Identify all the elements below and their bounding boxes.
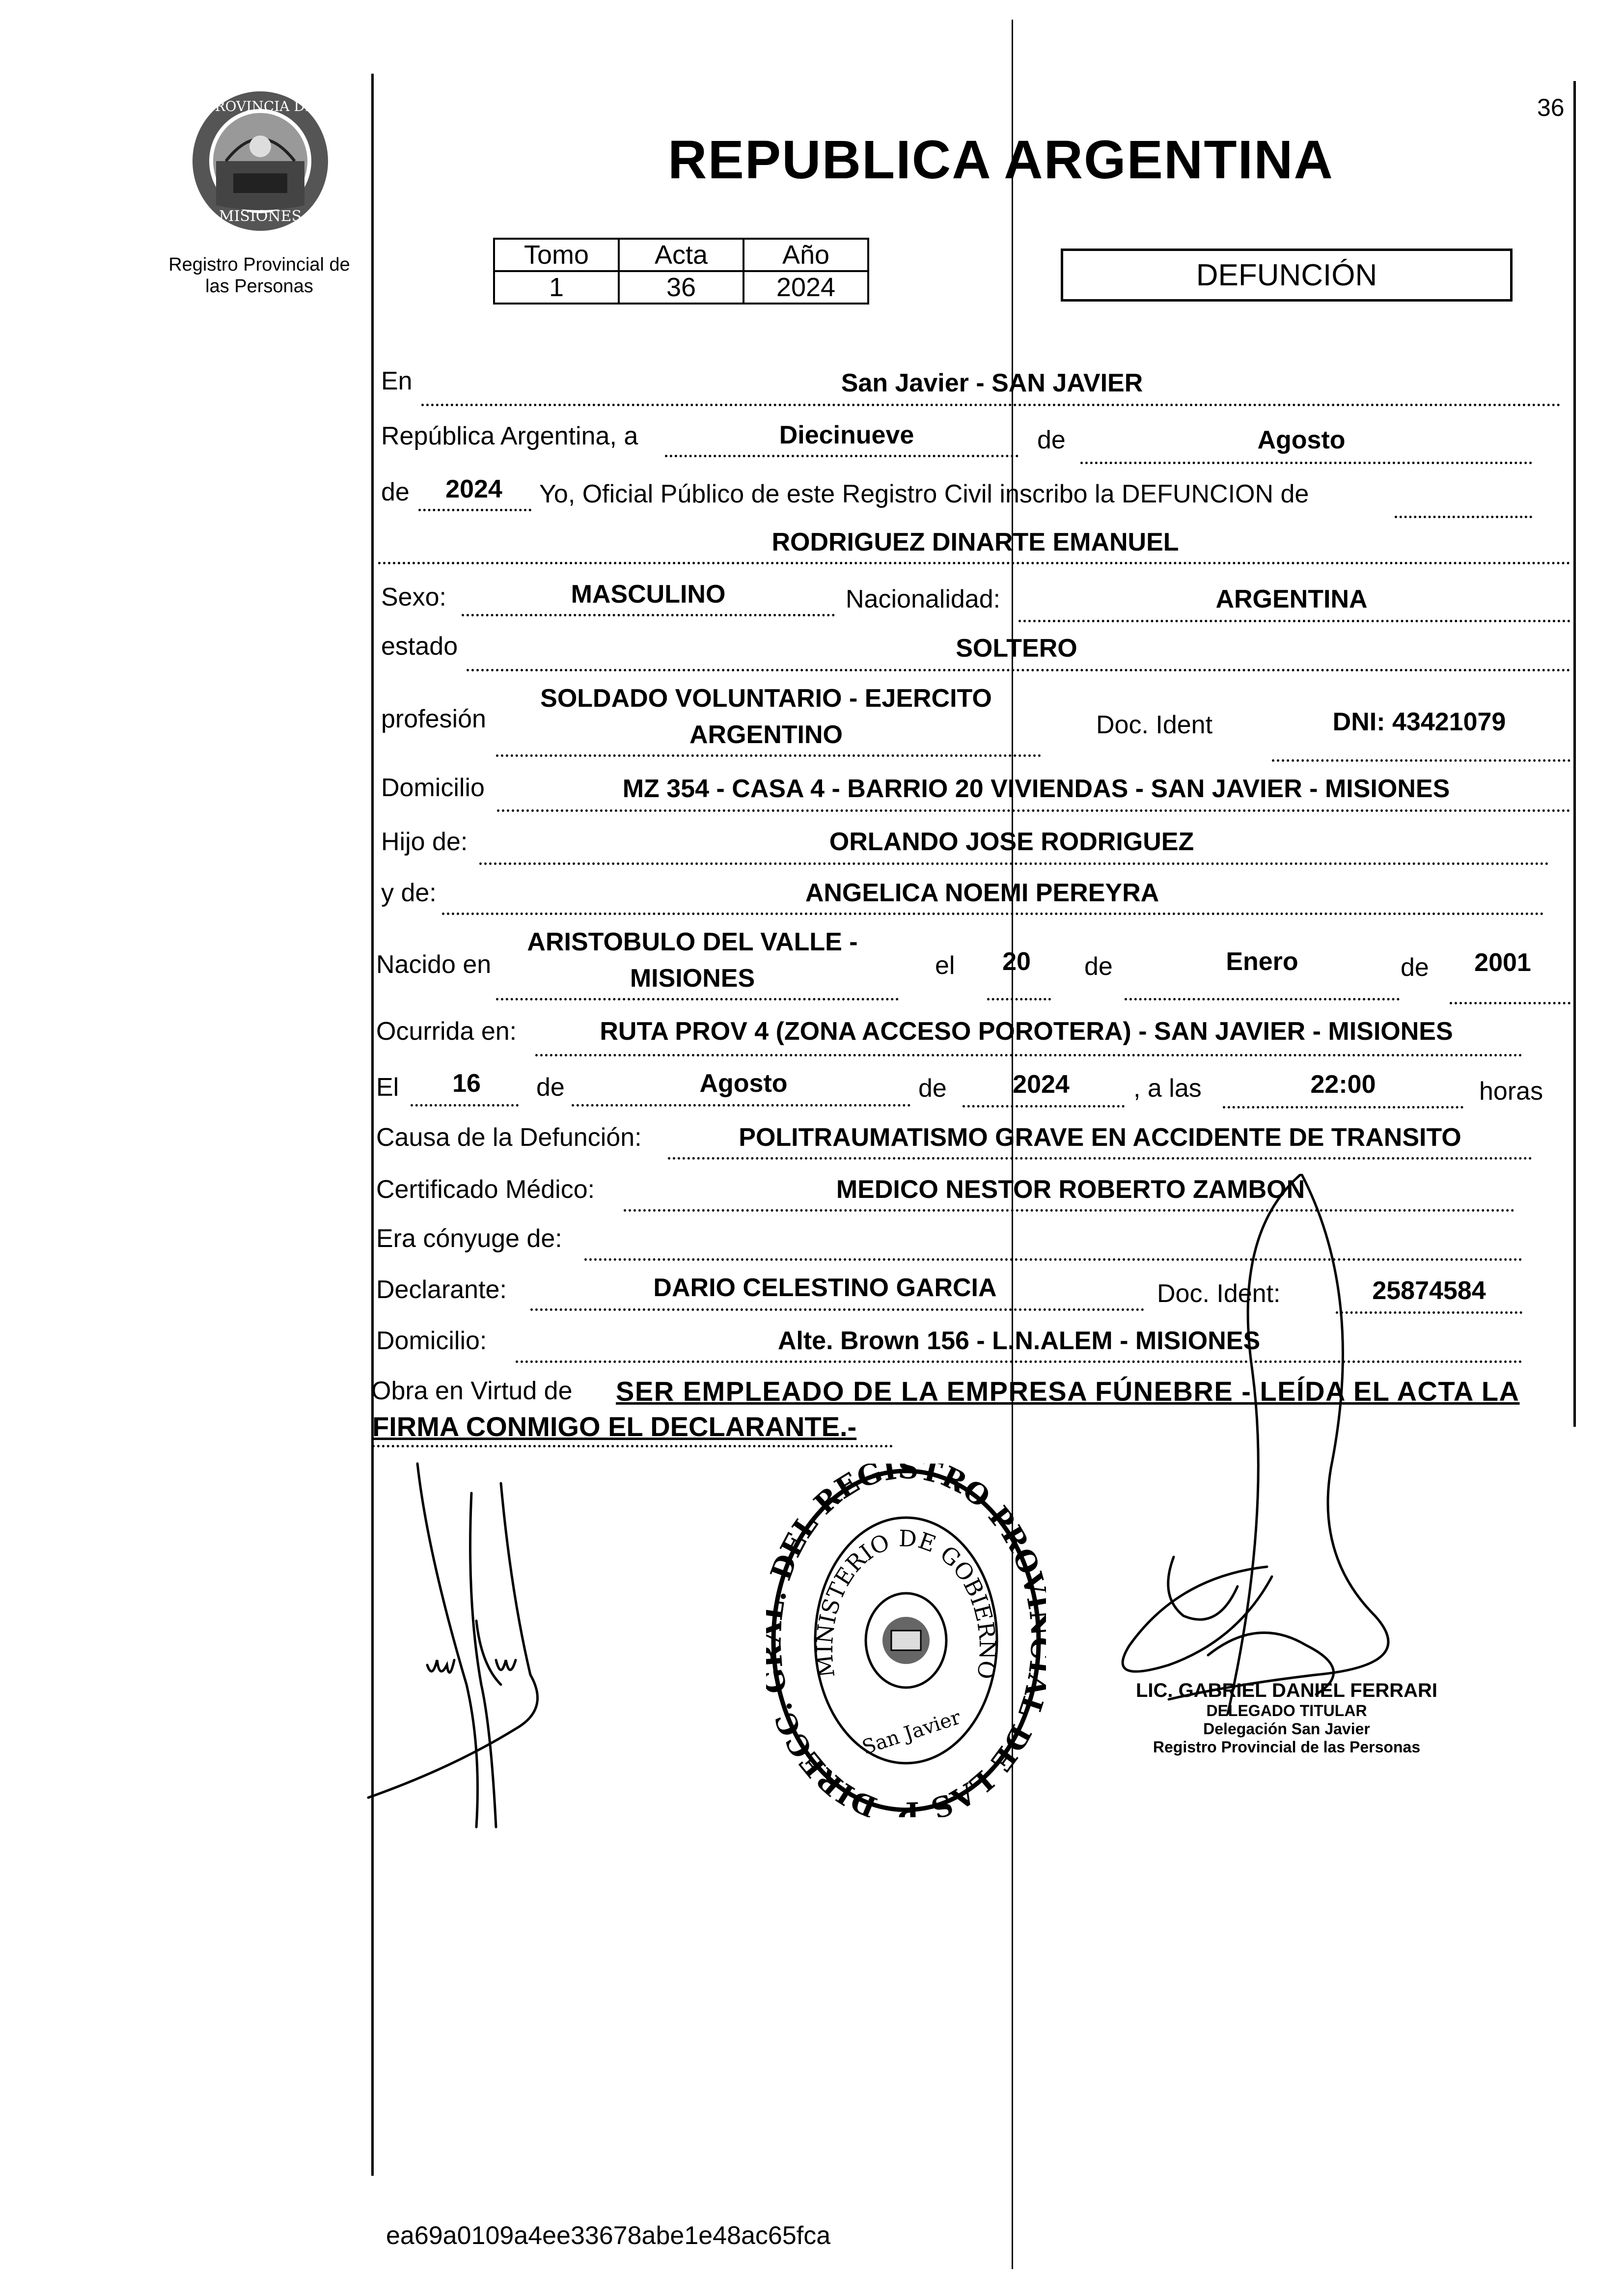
nacido-lugar-line1: ARISTOBULO DEL VALLE - bbox=[527, 928, 858, 956]
declarant-signature bbox=[354, 1454, 629, 1847]
province-coat-of-arms bbox=[187, 87, 334, 235]
hijo-de-value: ORLANDO JOSE RODRIGUEZ bbox=[829, 828, 1194, 856]
declarante-label: Declarante: bbox=[376, 1275, 507, 1304]
sexo-value: MASCULINO bbox=[571, 580, 726, 609]
fecha-label: República Argentina, a bbox=[381, 422, 638, 450]
anio-value: 2024 bbox=[445, 475, 502, 503]
page-title: REPUBLICA ARGENTINA bbox=[668, 130, 1334, 190]
nacido-anio-value: 2001 bbox=[1474, 948, 1531, 977]
ref-header-acta: Acta bbox=[619, 239, 743, 271]
fecha-def-dia-dotted-line bbox=[411, 1104, 519, 1107]
fecha-def-dia-value: 16 bbox=[452, 1069, 481, 1098]
seal-outer-text: DIRECC. DEL REGISTRO PRO L DE LAS P bbox=[766, 1464, 1046, 1817]
fecha-def-anio-dotted-line bbox=[963, 1105, 1125, 1108]
official-seal-drawing bbox=[766, 1464, 1046, 1817]
fecha-def-mes-value: Agosto bbox=[699, 1069, 788, 1098]
declarant-signature-drawing bbox=[354, 1454, 629, 1847]
y-de-dotted-line bbox=[442, 913, 1544, 915]
doc-ident-dotted-line bbox=[1272, 759, 1570, 762]
y-de-value: ANGELICA NOEMI PEREYRA bbox=[805, 879, 1159, 907]
logo-text-top: PROVINCIA DE bbox=[205, 98, 315, 114]
en-dotted-line bbox=[421, 404, 1561, 406]
right-margin-line bbox=[1573, 81, 1576, 1427]
ocurrida-value: RUTA PROV 4 (ZONA ACCESO POROTERA) - SAN JAVIER - MISIONES bbox=[600, 1017, 1453, 1046]
estado-value: SOLTERO bbox=[956, 634, 1077, 663]
fecha-dia-dotted-line bbox=[665, 455, 1018, 457]
nacido-dia-dotted-line bbox=[987, 998, 1051, 1000]
fecha-def-hora-dotted-line bbox=[1223, 1106, 1463, 1109]
fecha-def-anio-value: 2024 bbox=[1013, 1070, 1070, 1099]
registry-name-line1: Registro Provincial de bbox=[168, 254, 350, 275]
obra-label: Obra en Virtud de bbox=[371, 1377, 573, 1405]
domicilio-decl-value: Alte. Brown 156 - L.N.ALEM - MISIONES bbox=[777, 1327, 1261, 1355]
fecha-def-mes-dotted-line bbox=[572, 1104, 910, 1107]
logo-text-bottom: MISIONES bbox=[219, 208, 302, 225]
fecha-mes-value: Agosto bbox=[1257, 426, 1346, 454]
nacionalidad-value: ARGENTINA bbox=[1215, 585, 1368, 613]
left-margin-line bbox=[371, 74, 374, 2176]
ref-value-tomo: 1 bbox=[494, 271, 619, 304]
domicilio-label: Domicilio bbox=[381, 774, 485, 802]
officer-stamp bbox=[1129, 1680, 1444, 1756]
domicilio-decl-label: Domicilio: bbox=[376, 1327, 487, 1355]
en-value: San Javier - SAN JAVIER bbox=[841, 369, 1143, 397]
reference-table bbox=[493, 238, 869, 305]
estado-dotted-line bbox=[467, 669, 1570, 671]
fecha-def-a-las-label: , a las bbox=[1133, 1074, 1202, 1103]
sexo-dotted-line bbox=[462, 614, 835, 616]
causa-value: POLITRAUMATISMO GRAVE EN ACCIDENTE DE TRANSITO bbox=[739, 1123, 1461, 1152]
declarante-dotted-line bbox=[530, 1308, 1144, 1311]
official-seal bbox=[766, 1464, 1046, 1817]
officer-stamp-name: LIC. GABRIEL DANIEL FERRARI bbox=[1135, 1680, 1438, 1701]
deceased-name: RODRIGUEZ DINARTE EMANUEL bbox=[771, 528, 1179, 556]
hijo-de-label: Hijo de: bbox=[381, 828, 468, 856]
document-type-box: DEFUNCIÓN bbox=[1061, 249, 1513, 302]
causa-dotted-line bbox=[668, 1157, 1532, 1160]
profesion-value-line1: SOLDADO VOLUNTARIO - EJERCITO bbox=[540, 684, 992, 713]
doc-ident-label: Doc. Ident bbox=[1096, 711, 1213, 739]
officer-stamp-title: DELEGADO TITULAR bbox=[1206, 1702, 1367, 1719]
nacido-lugar-dotted-line bbox=[496, 998, 899, 1000]
nacido-dia-value: 20 bbox=[1002, 947, 1031, 976]
nacido-mes-value: Enero bbox=[1226, 947, 1298, 976]
nacido-label: Nacido en bbox=[376, 950, 492, 979]
inscribo-text: Yo, Oficial Público de este Registro Civil inscribo la DEFUNCION de bbox=[539, 480, 1309, 508]
nacionalidad-dotted-line bbox=[1018, 620, 1570, 622]
inscribo-dotted-line bbox=[1395, 516, 1532, 518]
document-hash: ea69a0109a4ee33678abe1e48ac65fca bbox=[386, 2221, 831, 2250]
nacido-mes-dotted-line bbox=[1125, 998, 1400, 1000]
seal-location: San Javier bbox=[859, 1706, 963, 1759]
nacido-de-label1: de bbox=[1084, 952, 1113, 981]
fecha-def-horas-label: horas bbox=[1479, 1077, 1543, 1106]
officer-stamp-office: Delegación San Javier bbox=[1203, 1720, 1370, 1738]
registry-name-line2: las Personas bbox=[205, 276, 313, 297]
seal-inner-text: MINISTERIO DE GOBIERNO bbox=[811, 1525, 1001, 1681]
y-de-label: y de: bbox=[381, 879, 437, 907]
fecha-mes-dotted-line bbox=[1080, 462, 1532, 464]
certificado-value: MEDICO NESTOR ROBERTO ZAMBON bbox=[836, 1175, 1305, 1204]
declarante-doc-value: 25874584 bbox=[1372, 1276, 1486, 1305]
nacido-anio-dotted-line bbox=[1450, 1002, 1570, 1004]
domicilio-value: MZ 354 - CASA 4 - BARRIO 20 VIVIENDAS - SAN JAVIER - MISIONES bbox=[622, 775, 1450, 803]
estado-label: estado bbox=[381, 632, 458, 661]
obra-dotted-line bbox=[372, 1445, 893, 1447]
fecha-def-de-label1: de bbox=[536, 1073, 565, 1102]
nacionalidad-label: Nacionalidad: bbox=[846, 585, 1001, 613]
nacido-lugar-line2: MISIONES bbox=[630, 964, 755, 993]
ref-header-anio: Año bbox=[743, 239, 868, 271]
declarante-doc-label: Doc. Ident: bbox=[1157, 1279, 1281, 1308]
anio-de-label: de bbox=[381, 478, 410, 506]
nacido-de-label2: de bbox=[1401, 953, 1429, 982]
fecha-def-el-label: El bbox=[376, 1073, 399, 1102]
page-number: 36 bbox=[1537, 94, 1565, 121]
profesion-dotted-line bbox=[496, 754, 1041, 757]
en-label: En bbox=[381, 367, 413, 395]
officer-stamp-registry: Registro Provincial de las Personas bbox=[1153, 1738, 1421, 1756]
doc-ident-value: DNI: 43421079 bbox=[1332, 708, 1506, 736]
fecha-def-de-label2: de bbox=[918, 1074, 947, 1103]
causa-label: Causa de la Defunción: bbox=[376, 1123, 642, 1152]
ref-value-acta: 36 bbox=[619, 271, 743, 304]
fecha-de-label: de bbox=[1037, 426, 1066, 454]
ocurrida-dotted-line bbox=[535, 1054, 1522, 1056]
anio-dotted-line bbox=[418, 509, 531, 511]
conyuge-label: Era cónyuge de: bbox=[376, 1224, 562, 1253]
domicilio-dotted-line bbox=[497, 809, 1570, 812]
ocurrida-label: Ocurrida en: bbox=[376, 1017, 517, 1046]
declarante-value: DARIO CELESTINO GARCIA bbox=[653, 1274, 997, 1302]
nacido-el-label: el bbox=[935, 951, 955, 980]
fecha-def-hora-value: 22:00 bbox=[1310, 1070, 1376, 1099]
certificado-label: Certificado Médico: bbox=[376, 1175, 595, 1204]
profesion-value-line2: ARGENTINO bbox=[689, 721, 843, 749]
sexo-label: Sexo: bbox=[381, 583, 446, 611]
obra-value-line1: SER EMPLEADO DE LA EMPRESA FÚNEBRE - LEÍDA EL ACTA LA bbox=[616, 1376, 1520, 1407]
nombre-dotted-line bbox=[378, 562, 1570, 564]
hijo-de-dotted-line bbox=[479, 862, 1549, 865]
ref-value-anio: 2024 bbox=[743, 271, 868, 304]
profesion-label: profesión bbox=[381, 705, 486, 733]
province-logo bbox=[187, 87, 334, 235]
fecha-dia-value: Diecinueve bbox=[779, 421, 914, 449]
ref-header-tomo: Tomo bbox=[494, 239, 619, 271]
obra-value-line2: FIRMA CONMIGO EL DECLARANTE.- bbox=[372, 1411, 857, 1442]
